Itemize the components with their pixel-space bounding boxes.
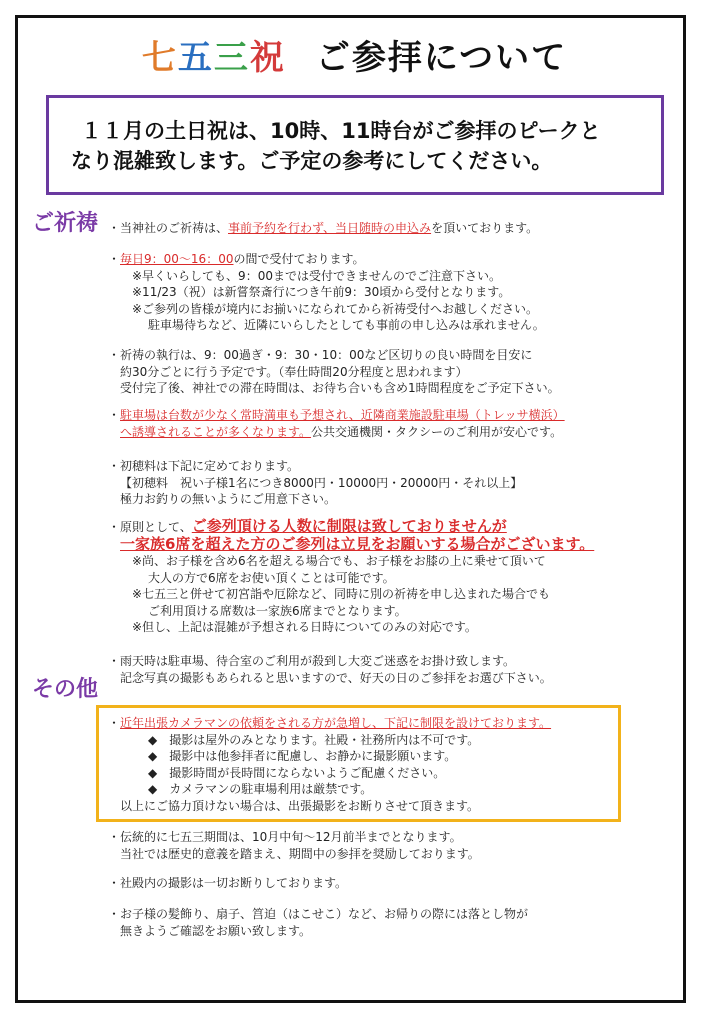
title-char-five: 五	[177, 38, 214, 78]
paragraph-rain: ・雨天時は駐車場、待合室のご利用が殺到し大変ご迷惑をお掛け致します。 記念写真の撮影もあられると思いますので、好天の日のご参拝をお選び下さい。	[108, 654, 552, 685]
rule-item: ◆ カメラマンの駐車場利用は厳禁です。	[148, 782, 373, 796]
section-label-other: その他	[32, 677, 99, 702]
section-label-prayer: ご祈祷	[32, 211, 99, 236]
paragraph-lost-items: ・お子様の髪飾り、扇子、筥迫（はこせこ）など、お帰りの際には落とし物が 無きようご確認をお願い致します。	[108, 907, 529, 938]
notice-line-1: １１月の土日祝は、10時、11時台がご参拝のピークと	[81, 119, 601, 143]
paragraph-attendance: ・原則として、ご参列頂ける人数に制限は致しておりませんが 一家族6席を超えた方のご参列は立見をお願いする場合がございます。 ※尚、お子様を含め6名を超える場合でも、お子様をお膝の上に乗せて頂いて 大人の方で6席をお使い頂くことは可能です。 ※七五三と併せて初宮詣や厄除など、同時に別の祈祷を申し込まれた場合でも ご利用頂ける席数は一家族6席までとなります。 ※但し、上記は混雑が予想される日時についてのみの対応です。	[108, 517, 595, 634]
peak-notice-box	[46, 95, 664, 195]
rule-item: ◆ 撮影は屋外のみとなります。社殿・社務所内は不可です。	[148, 732, 480, 747]
title-char-three: 三	[213, 38, 250, 78]
notice-line-2: なり混雑致します。ご予定の参考にしてください。	[71, 149, 553, 173]
paragraph-prayer-schedule: ・祈祷の執行は、9：00過ぎ・9：30・10：00など区切りの良い時間を目安に 約30分ごとに行う予定です。（奉仕時間20分程度と思われます） 受付完了後、神社での滞在時間は、お待ち合いも含め1時間程度をご予定下さい。	[108, 348, 560, 395]
rule-item: ◆ 撮影中は他参拝者に配慮し、お静かに撮影願います。	[148, 749, 457, 763]
rule-item: ◆ 撮影時間が長時間にならないようご配慮ください。	[148, 765, 446, 780]
paragraph-fees: ・初穂料は下記に定めております。 【初穂料 祝い子様1名につき8000円・10000円・20000円・それ以上】 極力お釣りの無いようにご用意下さい。	[108, 459, 523, 506]
title-char-seven: 七	[141, 38, 178, 78]
title-rest: ご参拝について	[315, 38, 568, 78]
title-char-celebration: 祝	[249, 38, 286, 78]
page-title	[0, 36, 709, 80]
paragraph-season: ・伝統的に七五三期間は、10月中旬～12月前半までとなります。 当社では歴史的意義を踏まえ、期間中の参拝を奨励しております。	[108, 830, 480, 861]
paragraph-reception-hours: ・毎日9：00～16：00の間で受付ております。 ※早くいらしても、9：00までは受付できませんのでご注意下さい。 ※11/23（祝）は新嘗祭斎行につき午前9：30頃から受付となります。 ※ご参列の皆様が境内にお揃いになられてから祈祷受付へお越しください。 駐車場待ちなど、近隣にいらしたとしても事前の申し込みは承れません。	[108, 252, 545, 332]
paragraph-no-photos: ・社殿内の撮影は一切お断りしております。	[108, 876, 348, 890]
paragraph-photographer: ・近年出張カメラマンの依頼をされる方が急増し、下記に制限を設けております。 ◆ 撮影は屋外のみとなります。社殿・社務所内は不可です。 ◆ 撮影中は他参拝者に配慮し、お静かに撮影願います。 ◆ 撮影時間が長時間にならないようご配慮ください。 ◆ カメラマンの駐車場利用は厳禁です。 以上にご協力頂けない場合は、出張撮影をお断りさせて頂きます。	[108, 715, 653, 814]
paragraph-reservation: ・当神社のご祈祷は、事前予約を行わず、当日随時の申込みを頂いております。	[108, 221, 539, 235]
paragraph-parking: ・駐車場は台数が少なく常時満車も予想され、近隣商業施設駐車場（トレッサ横浜） へ誘導されることが多くなります。公共交通機関・タクシーのご利用が安心です。	[108, 408, 565, 439]
